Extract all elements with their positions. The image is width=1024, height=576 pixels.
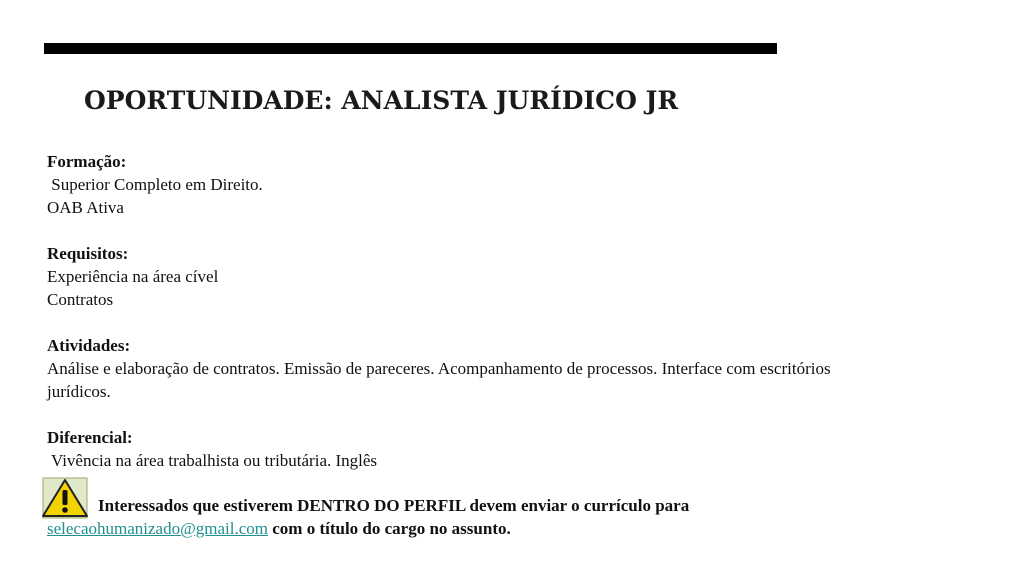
top-divider-bar [44,43,777,54]
section-line: Vivência na área trabalhista ou tributária. Inglês [47,451,378,470]
notice-text-end: com o título do cargo no assunto. [268,519,511,538]
notice-text: Interessados que estiverem DENTRO DO PERFIL devem enviar o currículo para [98,496,690,515]
section-line: Superior Completo em Direito. [47,175,263,194]
section-line: Contratos [47,290,114,309]
email-link[interactable]: selecaohumanizado@gmail.com [47,519,268,538]
warning-icon [40,476,90,520]
section-atividades [47,334,887,403]
job-details [47,150,887,495]
section-label: Diferencial: [47,428,133,447]
section-diferencial [47,426,887,472]
application-notice [40,474,800,544]
notice-line2 [47,517,511,540]
section-formacao [47,150,887,219]
section-label: Formação: [47,152,127,171]
section-line: Experiência na área cível [47,267,219,286]
section-label: Atividades: [47,336,131,355]
section-label: Requisitos: [47,244,129,263]
page-title: OPORTUNIDADE: ANALISTA JURÍDICO JR [84,86,679,115]
section-requisitos [47,242,887,311]
section-line: Análise e elaboração de contratos. Emissão de pareceres. Acompanhamento de processos. Interface com escritórios jurídicos. [47,359,831,401]
section-line: OAB Ativa [47,198,124,217]
